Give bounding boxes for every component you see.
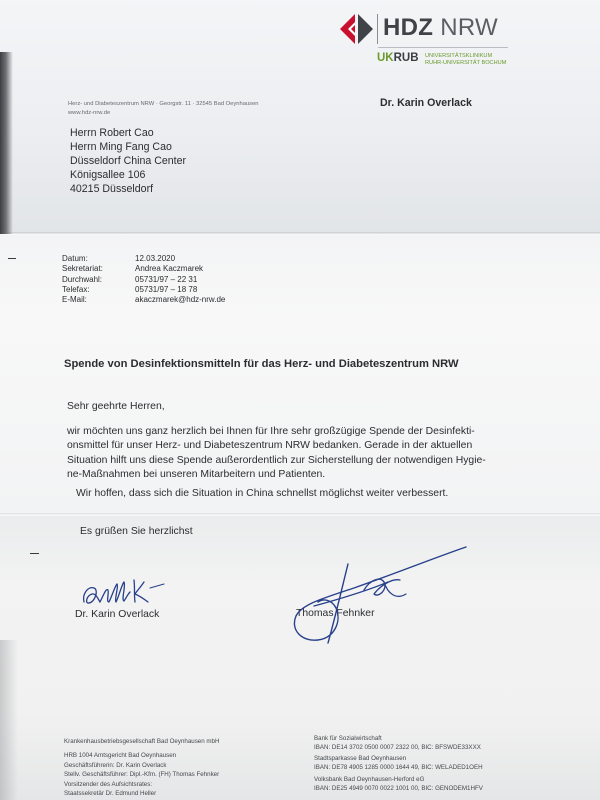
fold-mark	[30, 553, 39, 554]
sender-return-address	[68, 100, 259, 118]
info-row-direct-dial	[62, 275, 262, 285]
body-line: ne-Maßnahmen bei unseren Mitarbeitern und Patienten.	[67, 468, 326, 480]
letter-closing-line: Wir hoffen, dass sich die Situation in China schnellst möglichst weiter verbessert.	[76, 488, 449, 499]
logo-separator	[377, 14, 378, 44]
info-label: Durchwahl:	[62, 274, 103, 284]
footer-bank-line: Volksbank Bad Oeynhausen-Herford eG	[314, 776, 425, 783]
recipient-line: 40215 Düsseldorf	[70, 182, 154, 195]
letter-greeting: Es grüßen Sie herzlichst	[80, 526, 193, 537]
fold-mark	[8, 258, 16, 259]
info-label: Telefax:	[62, 284, 90, 294]
footer-company-line: Geschäftsführerin: Dr. Karin Overlack	[64, 762, 167, 769]
partner-uk: UK	[377, 52, 394, 64]
hdz-nrw-logo-text	[383, 13, 498, 43]
background-edge	[0, 640, 18, 800]
partner-affiliation	[425, 53, 506, 66]
footer-bank-line: IBAN: DE78 4905 1285 0000 1644 49, BIC: WELADED1OEH	[314, 764, 483, 771]
partner-affiliation-line: UNIVERSITÄTSKLINIKUM	[425, 53, 493, 59]
recipient-line: Düsseldorf China Center	[70, 154, 186, 167]
info-value: 12.03.2020	[135, 254, 176, 263]
info-label: E-Mail:	[62, 295, 87, 305]
background-edge	[0, 52, 13, 234]
body-line: Situation hilft uns diese Spende außerordentlich zur Sicherstellung der notwendigen Hygie-	[67, 454, 486, 466]
signature-fehnker	[284, 544, 472, 648]
logo-brand-light: NRW	[440, 14, 498, 41]
recipient-line: Herrn Robert Cao	[70, 127, 154, 139]
info-value: Andrea Kaczmarek	[135, 264, 204, 274]
logo-brand-bold: HDZ	[383, 14, 434, 41]
recipient-line: Herrn Ming Fang Cao	[70, 140, 172, 153]
uk-rub-logo	[377, 51, 419, 65]
partner-affiliation-line: RUHR-UNIVERSITÄT BOCHUM	[425, 59, 507, 66]
partner-rub: RUB	[393, 52, 419, 64]
letterhead-name: Dr. Karin Overlack	[380, 97, 472, 109]
paper-fold-crease	[0, 232, 600, 235]
info-value: 05731/97 – 22 31	[135, 274, 198, 284]
footer-company-line: Krankenhausbetriebsgesellschaft Bad Oeynhausen mbH	[64, 738, 220, 745]
footer-company-line: HRB 1004 Amtsgericht Bad Oeynhausen	[64, 752, 177, 759]
paper-fold-crease	[0, 513, 600, 516]
footer-company-line: Vorsitzender des Aufsichtsrates:	[64, 781, 153, 788]
signatory-name-fehnker: Thomas Fehnker	[296, 608, 375, 619]
body-line: wir möchten uns ganz herzlich bei Ihnen für Ihre sehr großzügige Spende der Desinfekti-	[67, 426, 475, 437]
recipient-address	[70, 127, 186, 197]
sender-web: www.hdz-nrw.de	[68, 110, 111, 116]
info-label: Datum:	[62, 254, 88, 263]
footer-bank-line: IBAN: DE14 3702 0500 0007 2322 00, BIC: BFSWDE33XXX	[314, 744, 481, 751]
letter-salutation: Sehr geehrte Herren,	[67, 401, 165, 412]
footer-company-line: Stellv. Geschäftsführer: Dipl.-Kfm. (FH) Thomas Fehnker	[64, 771, 220, 778]
hdz-logo-diamond-icon	[339, 13, 375, 45]
footer-bank-line: IBAN: DE25 4949 0070 0022 1001 00, BIC: GENODEM1HFV	[314, 785, 483, 792]
body-line: onsmittel für unser Herz- und Diabeteszentrum NRW bedanken. Gerade in der aktuellen	[67, 440, 473, 452]
info-row-fax	[62, 285, 262, 295]
signature-overlack	[78, 572, 172, 614]
reference-info-block	[62, 254, 262, 305]
footer-company-line: Staatssekretär Dr. Edmund Heller	[64, 790, 157, 797]
info-value: akaczmarek@hdz-nrw.de	[135, 295, 226, 305]
logo-rule	[378, 47, 508, 48]
footer-bank-line: Bank für Sozialwirtschaft	[314, 735, 382, 742]
info-value: 05731/97 – 18 78	[135, 284, 198, 294]
info-row-date	[62, 254, 262, 264]
recipient-line: Königsallee 106	[70, 168, 146, 181]
info-label: Sekretariat:	[62, 264, 103, 274]
sender-address-line: Herz- und Diabeteszentrum NRW · Georgstr. 11 · 32545 Bad Oeynhausen	[68, 101, 259, 107]
signatory-name-overlack: Dr. Karin Overlack	[75, 609, 160, 620]
info-row-secretariat	[62, 264, 262, 274]
letter-body-paragraph	[67, 425, 486, 482]
footer-bank-line: Stadtsparkasse Bad Oeynhausen	[314, 755, 407, 762]
info-row-email	[62, 295, 262, 305]
letter-subject: Spende von Desinfektionsmitteln für das Herz- und Diabeteszentrum NRW	[64, 358, 459, 370]
